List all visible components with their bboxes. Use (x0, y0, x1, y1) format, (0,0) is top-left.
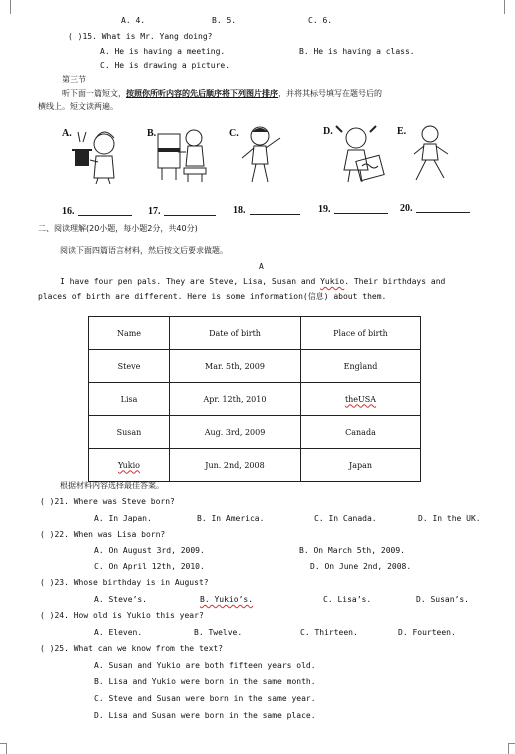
picture-label-c: C. (229, 128, 239, 139)
table-cell: theUSA (301, 383, 421, 416)
q15-option-b: B. He is having a class. (299, 47, 415, 56)
answer-blank-20[interactable] (416, 202, 470, 213)
answer-blank-19[interactable] (334, 203, 388, 214)
q24-stem: ( )24. How old is Yukio this year? (40, 611, 204, 620)
top-option-a: A. 4. (121, 16, 146, 25)
picture-label-d: D. (323, 126, 333, 137)
q21-option-d: D. In the UK. (418, 514, 481, 523)
q23-option-b: B. Yukio’s. (200, 595, 253, 604)
q21-option-a: A. In Japan. (94, 514, 152, 523)
section3-instruction-line1: 听下面一篇短文，按照你所听内容的先后顺序将下列图片排序，并将其标号填写在题号后的 (62, 89, 382, 98)
blank-label-19: 19. (318, 204, 331, 215)
table-cell: Mar. 5th, 2009 (170, 350, 301, 383)
answer-blank-17[interactable] (164, 205, 216, 216)
blank-label-18: 18. (233, 205, 246, 216)
part2-instruction: 阅读下面四篇语言材料，然后按文后要求做题。 (60, 246, 228, 255)
top-option-c: C. 6. (308, 16, 333, 25)
q15-option-a: A. He is having a meeting. (100, 47, 226, 56)
table-row (89, 449, 421, 482)
table-cell: Apr. 12th, 2010 (170, 383, 301, 416)
crop-mark-top-right (504, 0, 515, 14)
q25-option-d: D. Lisa and Susan were born in the same place. (94, 711, 316, 720)
q25-option-c: C. Steve and Susan were born in the same year. (94, 694, 316, 703)
choose-instruction: 根据材料内容选择最佳答案。 (60, 481, 164, 490)
table-header-cell: Date of birth (170, 317, 301, 350)
section3-instruction-line2: 横线上。短文读两遍。 (38, 102, 118, 111)
section3-title: 第三节 (62, 75, 86, 84)
q24-option-d: D. Fourteen. (398, 628, 456, 637)
table-cell: Aug. 3rd, 2009 (170, 416, 301, 449)
passage-line-2: places of birth are different. Here is some information(信息) about them. (38, 292, 387, 301)
picture-label-b: B. (147, 128, 157, 139)
crop-mark-bottom-left (0, 743, 7, 754)
crop-mark-top-left (0, 0, 11, 14)
q21-stem: ( )21. Where was Steve born? (40, 497, 175, 506)
q22-stem: ( )22. When was Lisa born? (40, 530, 166, 539)
table-header-row (89, 317, 421, 350)
table-cell: England (301, 350, 421, 383)
q23-stem: ( )23. Whose birthday is in August? (40, 578, 209, 587)
answer-blank-18[interactable] (250, 204, 300, 215)
table-header-cell: Name (89, 317, 170, 350)
birth-info-table (88, 316, 421, 482)
passage-line-1: I have four pen pals. They are Steve, Lisa, Susan and Yukio. Their birthdays and (60, 277, 446, 286)
q25-option-a: A. Susan and Yukio are both fifteen years old. (94, 661, 316, 670)
q22-option-d: D. On June 2nd, 2008. (310, 562, 412, 571)
boy-waving-icon (238, 124, 288, 186)
q21-option-c: C. In Canada. (314, 514, 377, 523)
q22-option-a: A. On August 3rd, 2009. (94, 546, 205, 555)
q15-option-c: C. He is drawing a picture. (100, 61, 231, 70)
table-header-cell: Place of birth (301, 317, 421, 350)
table-row (89, 350, 421, 383)
q24-option-b: B. Twelve. (194, 628, 243, 637)
blank-label-16: 16. (62, 206, 75, 217)
magician-icon (70, 124, 125, 186)
answer-blank-16[interactable] (78, 205, 132, 216)
table-cell: Susan (89, 416, 170, 449)
table-cell: Canada (301, 416, 421, 449)
q23-option-d: D. Susan’s. (416, 595, 469, 604)
blank-label-17: 17. (148, 206, 161, 217)
picture-label-e: E. (397, 126, 407, 137)
q25-option-b: B. Lisa and Yukio were born in the same month. (94, 677, 316, 686)
picture-label-a: A. (62, 128, 72, 139)
runner-icon (408, 124, 458, 186)
blank-label-20: 20. (400, 203, 413, 214)
passage-title: A (259, 262, 264, 271)
crop-mark-bottom-right (508, 743, 515, 754)
q23-option-c: C. Lisa’s. (323, 595, 372, 604)
piano-player-icon (156, 124, 214, 186)
part2-heading: 二、阅读理解(20小题，每小题2分，共40分) (38, 224, 198, 233)
q24-option-c: C. Thirteen. (300, 628, 358, 637)
table-cell: Steve (89, 350, 170, 383)
table-row (89, 416, 421, 449)
table-cell: Jun. 2nd, 2008 (170, 449, 301, 482)
table-cell: Yukio (89, 449, 170, 482)
table-cell: Lisa (89, 383, 170, 416)
girl-painting-icon (332, 122, 388, 186)
q21-option-b: B. In America. (197, 514, 265, 523)
q22-option-c: C. On April 12th, 2010. (94, 562, 205, 571)
q24-option-a: A. Eleven. (94, 628, 143, 637)
table-row (89, 383, 421, 416)
q15-stem: ( )15. What is Mr. Yang doing? (68, 32, 213, 41)
table-cell: Japan (301, 449, 421, 482)
top-option-b: B. 5. (212, 16, 237, 25)
q22-option-b: B. On March 5th, 2009. (299, 546, 405, 555)
q25-stem: ( )25. What can we know from the text? (40, 644, 224, 653)
q23-option-a: A. Steve’s. (94, 595, 147, 604)
